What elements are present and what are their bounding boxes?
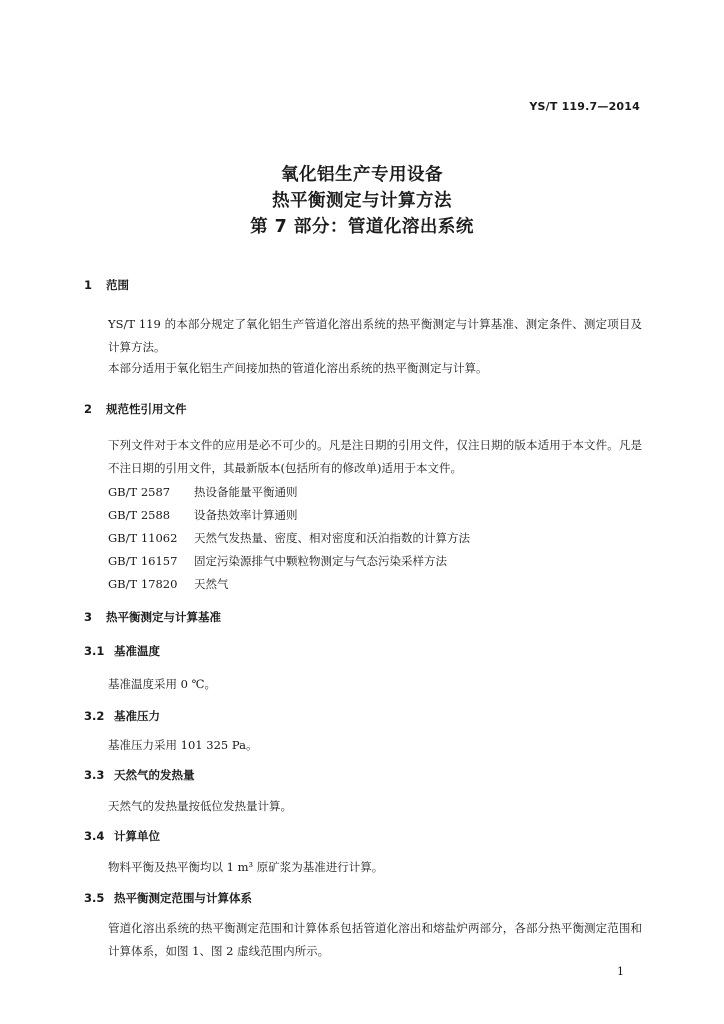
reference-item [84,554,666,568]
title-line-3: 第 7 部分：管道化溶出系统 [250,217,474,237]
reference-item [84,508,666,522]
subsection-3-5-heading [84,891,252,905]
subsection-3-4-text: 物料平衡及热平衡均以 1 m³ 原矿浆为基准进行计算。 [108,860,384,874]
standard-code: YS/T 119.7—2014 [529,100,640,113]
subsection-3-5-text: 管道化溶出系统的热平衡测定范围和计算体系包括管道化溶出和熔盐炉两部分，各部分热平衡测定范围和计算体系，如图 1、图 2 虚线范围内所示。 [108,921,642,958]
reference-item [84,577,666,591]
subsection-title: 天然气的发热量 [114,768,195,782]
reference-title: 天然气发热量、密度、相对密度和沃泊指数的计算方法 [194,531,470,545]
section-number: 3 [84,610,93,624]
title-line-1: 氧化铝生产专用设备 [281,165,443,185]
subsection-3-3-heading [84,768,195,782]
title-line-2: 热平衡测定与计算方法 [272,191,452,211]
subsection-number: 3.1 [84,644,105,658]
section-number: 1 [84,278,93,292]
subsection-title: 计算单位 [114,829,160,843]
section-2-heading [84,402,187,416]
subsection-number: 3.2 [84,709,105,723]
subsection-3-4-heading [84,829,160,843]
reference-title: 设备热效率计算通则 [194,508,298,522]
section-3-heading [84,610,221,624]
reference-title: 固定污染源排气中颗粒物测定与气态污染采样方法 [194,554,447,568]
section-1-paragraph-1: YS/T 119 的本部分规定了氧化铝生产管道化溶出系统的热平衡测定与计算基准、测定条件、测定项目及计算方法。 [108,317,642,354]
subsection-3-2-heading [84,709,160,723]
reference-title: 天然气 [194,577,229,591]
subsection-3-2-text: 基准压力采用 101 325 Pa。 [108,738,258,752]
reference-item [84,531,666,545]
subsection-number: 3.3 [84,768,105,782]
section-1-paragraph-2: 本部分适用于氧化铝生产间接加热的管道化溶出系统的热平衡测定与计算。 [108,361,488,375]
subsection-title: 热平衡测定范围与计算体系 [114,891,252,905]
subsection-title: 基准压力 [114,709,160,723]
document-title [0,162,724,240]
reference-code: GB/T 2588 [108,508,171,522]
subsection-number: 3.4 [84,829,105,843]
reference-title: 热设备能量平衡通则 [194,485,298,499]
section-number: 2 [84,402,93,416]
reference-code: GB/T 17820 [108,577,178,591]
section-title: 热平衡测定与计算基准 [106,610,221,624]
subsection-number: 3.5 [84,891,105,905]
subsection-3-1-heading [84,644,160,658]
page-number: 1 [617,965,624,978]
reference-item [84,485,666,499]
section-title: 范围 [106,278,129,292]
reference-code: GB/T 11062 [108,531,178,545]
section-1-heading [84,278,129,292]
section-2-paragraph-1: 下列文件对于本文件的应用是必不可少的。凡是注日期的引用文件，仅注日期的版本适用于本文件。凡是不注日期的引用文件，其最新版本(包括所有的修改单)适用于本文件。 [108,438,642,475]
subsection-3-1-text: 基准温度采用 0 ℃。 [108,677,216,691]
reference-code: GB/T 2587 [108,485,171,499]
subsection-title: 基准温度 [114,644,160,658]
section-title: 规范性引用文件 [106,402,187,416]
subsection-3-3-text: 天然气的发热量按低位发热量计算。 [108,799,292,813]
reference-code: GB/T 16157 [108,554,178,568]
